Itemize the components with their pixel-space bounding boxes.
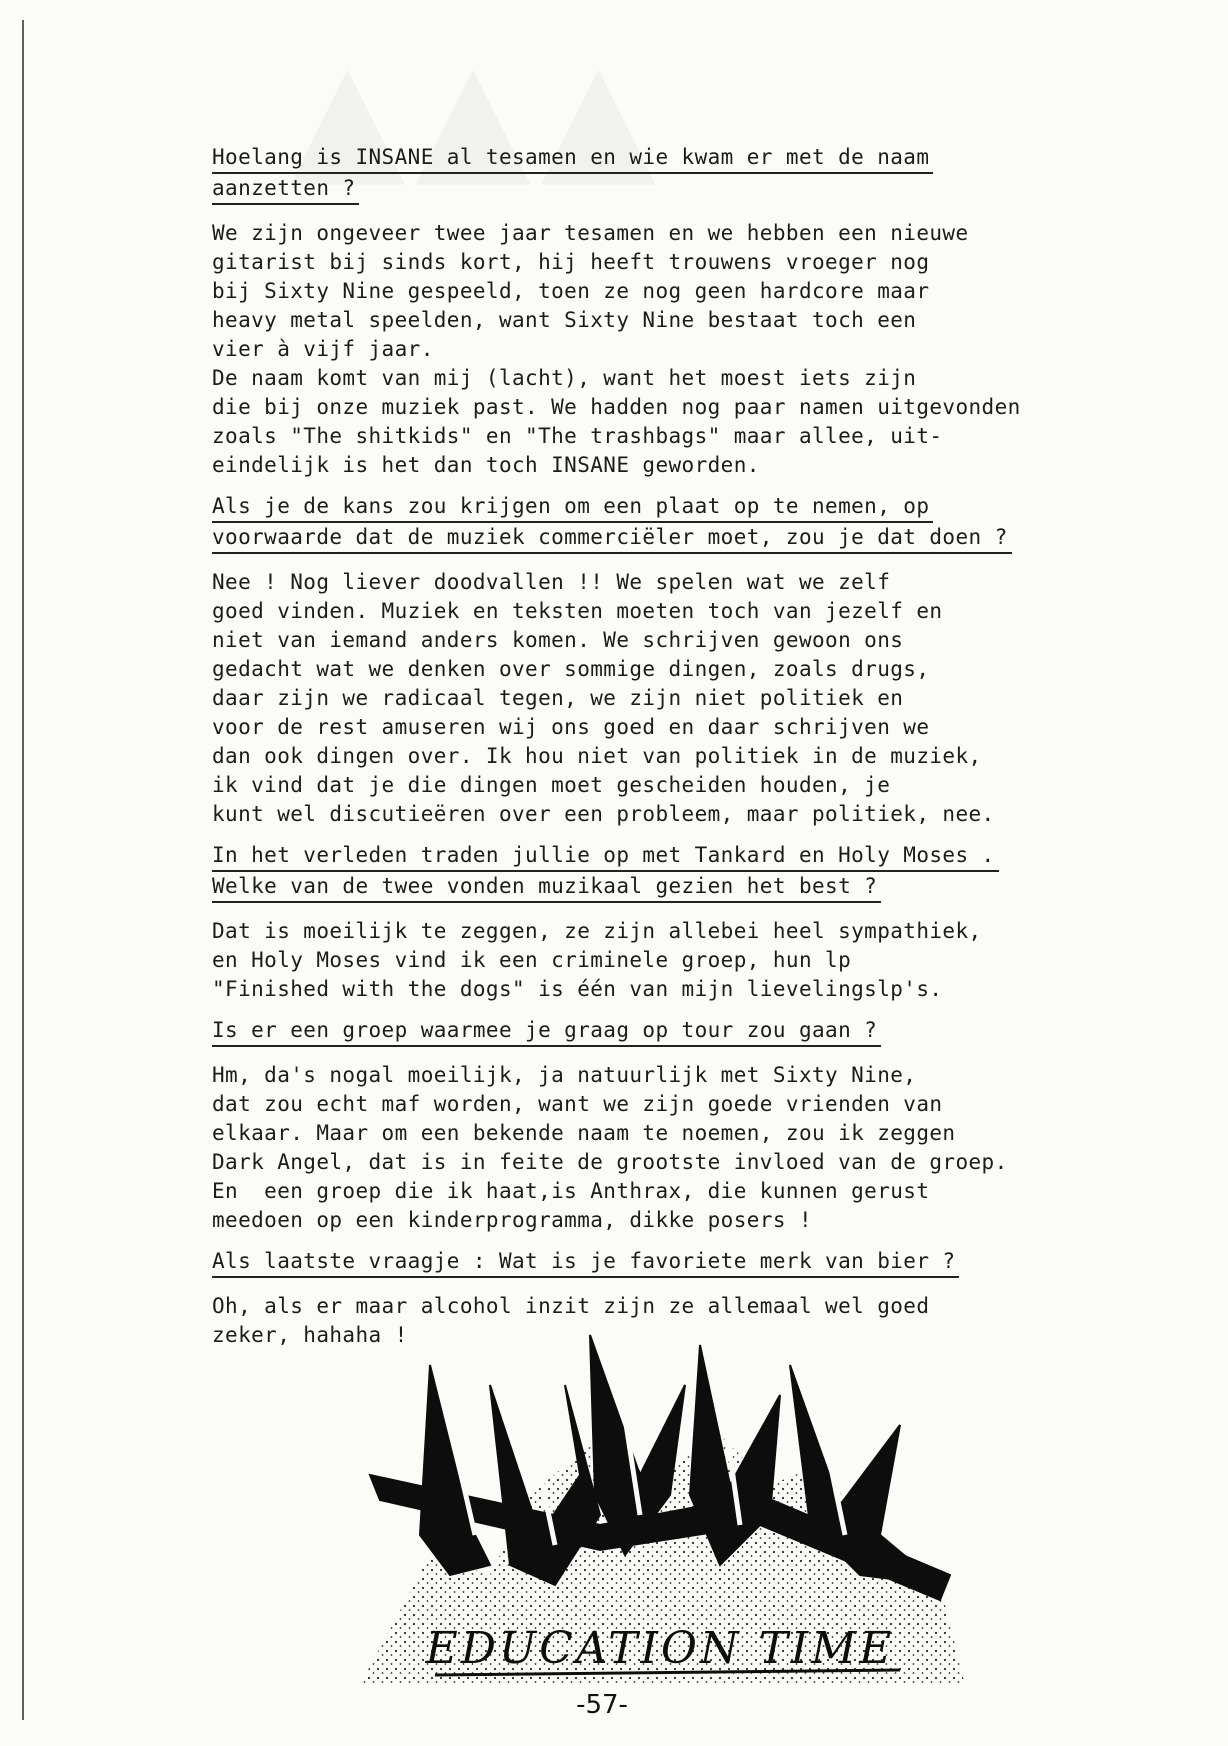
answer-line: voor de rest amuseren wij ons goed en daar schrijven we bbox=[212, 715, 930, 739]
answer-line: gitarist bij sinds kort, hij heeft trouwens vroeger nog bbox=[212, 250, 930, 274]
answer-line: elkaar. Maar om een bekende naam te noemen, zou ik zeggen bbox=[212, 1121, 956, 1145]
answer-line: eindelijk is het dan toch INSANE geworden. bbox=[212, 453, 760, 477]
answer-line: kunt wel discutieëren over een probleem, maar politiek, nee. bbox=[212, 802, 995, 826]
interview-question bbox=[212, 1247, 1172, 1278]
question-line: Als je de kans zou krijgen om een plaat op te nemen, op bbox=[212, 492, 933, 523]
answer-line: en Holy Moses vind ik een criminele groep, hun lp bbox=[212, 948, 852, 972]
answer-line: meedoen op een kinderprogramma, dikke posers ! bbox=[212, 1208, 812, 1232]
answer-line: dan ook dingen over. Ik hou niet van politiek in de muziek, bbox=[212, 744, 982, 768]
answer-line: niet van iemand anders komen. We schrijven gewoon ons bbox=[212, 628, 904, 652]
interview-text bbox=[212, 143, 1172, 1362]
answer-line: gedacht wat we denken over sommige dingen, zoals drugs, bbox=[212, 657, 930, 681]
answer-line: We zijn ongeveer twee jaar tesamen en we hebben een nieuwe bbox=[212, 221, 969, 245]
page-number: -57- bbox=[576, 1690, 628, 1720]
answer-line: En een groep die ik haat,is Anthrax, die kunnen gerust bbox=[212, 1179, 930, 1203]
answer-line: daar zijn we radicaal tegen, we zijn niet politiek en bbox=[212, 686, 904, 710]
band-logo bbox=[340, 1325, 980, 1705]
answer-line: Dat is moeilijk te zeggen, ze zijn allebei heel sympathiek, bbox=[212, 919, 982, 943]
question-line: aanzetten ? bbox=[212, 174, 359, 205]
question-line: Welke van de twee vonden muzikaal gezien het best ? bbox=[212, 872, 881, 903]
question-line: voorwaarde dat de muziek commerciëler moet, zou je dat doen ? bbox=[212, 523, 1012, 554]
binding-edge-line bbox=[22, 20, 24, 1720]
question-line: In het verleden traden jullie op met Tankard en Holy Moses . bbox=[212, 841, 999, 872]
answer-line: die bij onze muziek past. We hadden nog paar namen uitgevonden bbox=[212, 395, 1021, 419]
answer-line: De naam komt van mij (lacht), want het moest iets zijn bbox=[212, 366, 917, 390]
answer-line: zoals "The shitkids" en "The trashbags" maar allee, uit- bbox=[212, 424, 943, 448]
interview-question bbox=[212, 492, 1172, 554]
answer-line: Hm, da's nogal moeilijk, ja natuurlijk met Sixty Nine, bbox=[212, 1063, 917, 1087]
answer-line: bij Sixty Nine gespeeld, toen ze nog geen hardcore maar bbox=[212, 279, 930, 303]
logo-tagline: EDUCATION TIME bbox=[425, 1623, 895, 1674]
answer-line: dat zou echt maf worden, want we zijn goede vrienden van bbox=[212, 1092, 943, 1116]
answer-line: heavy metal speelden, want Sixty Nine bestaat toch een bbox=[212, 308, 917, 332]
answer-line: zeker, hahaha ! bbox=[212, 1323, 408, 1347]
interview-answer bbox=[212, 568, 1172, 829]
answer-line: Oh, als er maar alcohol inzit zijn ze allemaal wel goed bbox=[212, 1294, 930, 1318]
question-line: Is er een groep waarmee je graag op tour zou gaan ? bbox=[212, 1016, 881, 1047]
interview-question bbox=[212, 841, 1172, 903]
interview-answer bbox=[212, 917, 1172, 1004]
answer-line: "Finished with the dogs" is één van mijn lievelingslp's. bbox=[212, 977, 943, 1001]
answer-line: vier à vijf jaar. bbox=[212, 337, 434, 361]
interview-question bbox=[212, 143, 1172, 205]
interview-question bbox=[212, 1016, 1172, 1047]
question-line: Hoelang is INSANE al tesamen en wie kwam er met de naam bbox=[212, 143, 933, 174]
interview-answer bbox=[212, 219, 1172, 480]
answer-line: Dark Angel, dat is in feite de grootste invloed van de groep. bbox=[212, 1150, 1008, 1174]
answer-line: goed vinden. Muziek en teksten moeten toch van jezelf en bbox=[212, 599, 943, 623]
answer-line: ik vind dat je die dingen moet gescheiden houden, je bbox=[212, 773, 891, 797]
answer-line: Nee ! Nog liever doodvallen !! We spelen wat we zelf bbox=[212, 570, 891, 594]
question-line: Als laatste vraagje : Wat is je favoriete merk van bier ? bbox=[212, 1247, 959, 1278]
interview-answer bbox=[212, 1061, 1172, 1235]
